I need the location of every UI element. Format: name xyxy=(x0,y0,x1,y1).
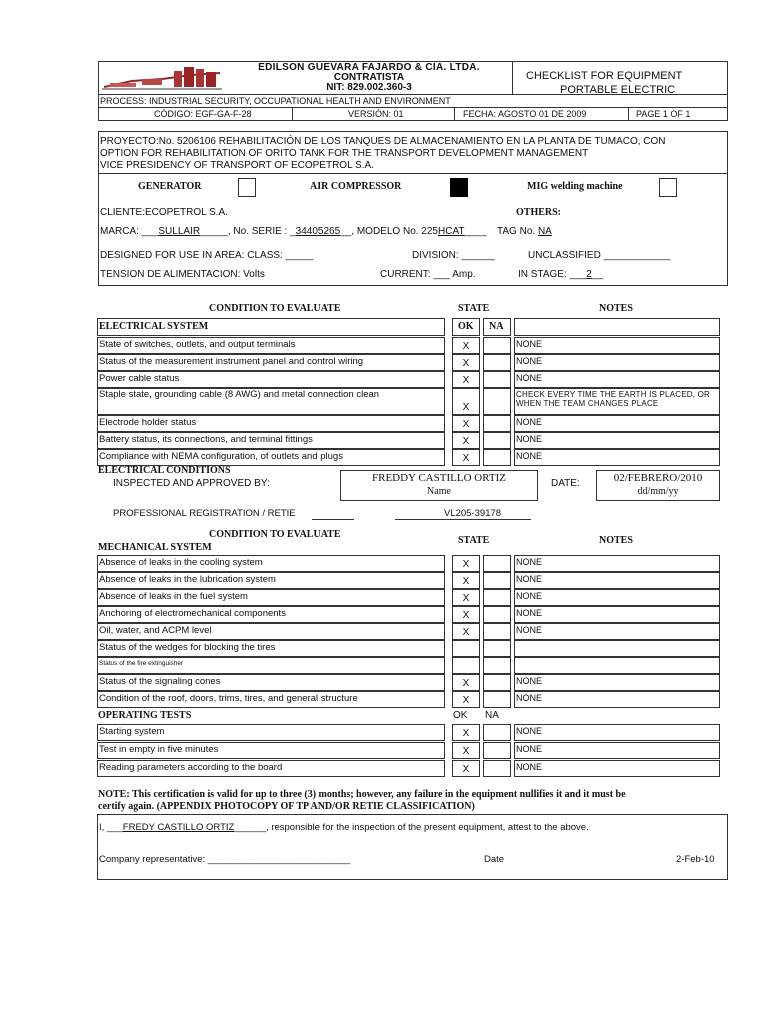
modelo-label: __, MODELO No. 225 xyxy=(340,226,438,237)
attest-prefix: I, ___ xyxy=(99,822,123,833)
mech-note: NONE xyxy=(516,591,543,601)
stage-label: IN STAGE: ___ xyxy=(518,269,587,280)
mech-ok-cell[interactable] xyxy=(452,657,480,674)
mech-note: NONE xyxy=(516,574,543,584)
mech-ok-mark: X xyxy=(462,559,470,570)
mech-row-label: Absence of leaks in the cooling system xyxy=(99,557,263,568)
footer-date-value: 2-Feb-10 xyxy=(676,854,715,865)
process-label: PROCESS: INDUSTRIAL SECURITY, OCCUPATIONAL HEALTH AND ENVIRONMENT xyxy=(100,96,451,106)
elec-na-cell[interactable] xyxy=(483,432,511,449)
cliente-label: CLIENTE:ECOPETROL S.A. xyxy=(100,207,228,218)
op-note: NONE xyxy=(516,762,543,772)
mech-section-label: MECHANICAL SYSTEM xyxy=(98,542,212,553)
mech-ok-mark: X xyxy=(462,576,470,587)
elec-ok-mark: X xyxy=(462,375,470,386)
mech-row-label: Condition of the roof, doors, trims, tires, and general structure xyxy=(99,693,358,704)
elec-na-cell[interactable] xyxy=(483,449,511,466)
elec-ok-mark: X xyxy=(462,402,470,413)
mech-row-label: Absence of leaks in the fuel system xyxy=(99,591,248,602)
marca-row xyxy=(100,226,487,238)
mech-row-label: Status of the signaling cones xyxy=(99,676,221,687)
mech-row-label: Status of the wedges for blocking the tires xyxy=(99,642,276,653)
project-line3: VICE PRESIDENCY OF TRANSPORT OF ECOPETROL S.A. xyxy=(100,160,374,171)
elec-ok-mark: X xyxy=(462,453,470,464)
elec-ok-header: OK xyxy=(458,321,474,332)
mech-ok-mark: X xyxy=(462,593,470,604)
mech-row-label: Status of the fire extinguisher xyxy=(99,660,184,667)
elec-row-label: State of switches, outlets, and output terminals xyxy=(99,339,296,350)
mech-row-label: Oil, water, and ACPM level xyxy=(99,625,212,636)
elec-notes-header-cell xyxy=(514,318,720,336)
date-label: DATE: xyxy=(551,478,580,489)
elec-condition-header: CONDITION TO EVALUATE xyxy=(209,303,341,314)
prof-reg-value: VL205-39178 xyxy=(444,508,502,519)
elec-note: NONE xyxy=(516,356,543,366)
form-title-line2: PORTABLE ELECTRIC xyxy=(560,84,676,96)
serie-value: 34405265 xyxy=(295,226,341,237)
op-row-label: Test in empty in five minutes xyxy=(99,744,219,755)
mech-na-cell[interactable] xyxy=(483,623,511,640)
prof-reg-label: PROFESSIONAL REGISTRATION / RETIE xyxy=(113,508,296,519)
generator-checkbox[interactable] xyxy=(238,178,256,197)
mech-state-header: STATE xyxy=(458,535,490,546)
mech-ok-mark: X xyxy=(462,610,470,621)
tension-label: TENSION DE ALIMENTACION: Volts xyxy=(100,269,265,280)
marca-label: MARCA: ___ xyxy=(100,226,159,237)
fecha-label: FECHA: AGOSTO 01 DE 2009 xyxy=(463,109,587,119)
modelo-tail: ____ xyxy=(464,226,487,237)
elec-row-label: Status of the measurement instrument panel and control wiring xyxy=(99,356,364,367)
date-value: 02/FEBRERO/2010 xyxy=(613,472,703,484)
unclassified-label: UNCLASSIFIED ____________ xyxy=(528,250,671,261)
tag-row xyxy=(497,226,552,238)
inspector-name-caption: Name xyxy=(427,486,451,497)
mech-ok-cell[interactable] xyxy=(452,640,480,657)
elec-note: NONE xyxy=(516,451,543,461)
mig-checkbox[interactable] xyxy=(659,178,677,197)
elec-note: NONE xyxy=(516,417,543,427)
op-row-label: Starting system xyxy=(99,726,165,737)
elec-ok-mark: X xyxy=(462,341,470,352)
mech-notes-cell xyxy=(514,657,720,674)
tag-value: NA xyxy=(537,226,552,237)
date-format: dd/mm/yy xyxy=(637,486,679,497)
tag-label: TAG No. xyxy=(497,226,536,237)
attest-suffix: ______, responsible for the inspection of the present equipment, attest to the above. xyxy=(234,822,589,833)
elec-note: NONE xyxy=(516,373,543,383)
op-note: NONE xyxy=(516,726,543,736)
stage-value: 2 xyxy=(586,269,592,280)
op-ok-mark: X xyxy=(462,764,470,775)
stage-tail: __ xyxy=(591,269,603,280)
mech-row-label: Absence of leaks in the lubrication system xyxy=(99,574,276,585)
marca-value: SULLAIR xyxy=(158,226,201,237)
elec-ok-mark: X xyxy=(462,419,470,430)
attest-row xyxy=(99,823,589,834)
generator-label: GENERATOR xyxy=(138,181,202,192)
page-label: PAGE 1 OF 1 xyxy=(636,109,691,119)
current-label: CURRENT: ___ Amp. xyxy=(380,269,476,280)
air-compressor-checkbox[interactable] xyxy=(450,178,468,197)
elec-conditions-title: ELECTRICAL CONDITIONS xyxy=(98,465,231,476)
mech-notes-cell xyxy=(514,640,720,657)
op-ok-mark: X xyxy=(462,728,470,739)
version-label: VERSIÓN: 01 xyxy=(348,109,404,119)
mech-na-cell[interactable] xyxy=(483,555,511,572)
op-ok-header: OK xyxy=(453,710,468,721)
others-label: OTHERS: xyxy=(516,207,562,218)
op-row-label: Reading parameters according to the board xyxy=(99,762,283,773)
elec-row-label: Staple state, grounding cable (8 AWG) and metal connection clean xyxy=(99,389,380,400)
mig-label: MIG welding machine xyxy=(527,181,623,192)
note-line1: NOTE: This certification is valid for up to three (3) months; however, any failure in the equipment nullifies it and it must be xyxy=(98,789,626,800)
designed-label: DESIGNED FOR USE IN AREA: CLASS: _____ xyxy=(100,250,314,261)
elec-na-cell[interactable] xyxy=(483,337,511,354)
elec-ok-mark: X xyxy=(462,436,470,447)
elec-na-header: NA xyxy=(489,321,504,332)
mech-na-cell[interactable] xyxy=(483,674,511,691)
inspector-name: FREDDY CASTILLO ORTIZ xyxy=(372,472,506,484)
mech-ok-mark: X xyxy=(462,678,470,689)
form-title-line1: CHECKLIST FOR EQUIPMENT xyxy=(526,70,683,82)
elec-state-header: STATE xyxy=(458,303,490,314)
note-line2: certify again. (APPENDIX PHOTOCOPY OF TP AND/OR RETIE CLASSIFICATION) xyxy=(98,801,475,812)
elec-na-cell[interactable] xyxy=(483,388,511,415)
elec-na-cell[interactable] xyxy=(483,371,511,388)
elec-row-label: Compliance with NEMA configuration, of outlets and plugs xyxy=(99,451,343,462)
stage-row xyxy=(518,269,603,281)
mech-ok-mark: X xyxy=(462,695,470,706)
elec-row-label: Battery status, its connections, and terminal fittings xyxy=(99,434,313,445)
air-compressor-label: AIR COMPRESSOR xyxy=(310,181,402,192)
elec-row-label: Electrode holder status xyxy=(99,417,197,428)
division-label: DIVISION: ______ xyxy=(412,250,495,261)
mech-note: NONE xyxy=(516,608,543,618)
op-note: NONE xyxy=(516,744,543,754)
elec-na-cell[interactable] xyxy=(483,354,511,371)
mech-na-cell[interactable] xyxy=(483,657,511,674)
serie-label: _____, No. SERIE : _ xyxy=(200,226,296,237)
elec-row-label: Power cable status xyxy=(99,373,180,384)
mech-na-cell[interactable] xyxy=(483,589,511,606)
elec-notes-header: NOTES xyxy=(599,303,633,314)
op-na-cell[interactable] xyxy=(483,760,511,777)
company-logo xyxy=(102,63,222,93)
mech-na-cell[interactable] xyxy=(483,572,511,589)
op-section-label: OPERATING TESTS xyxy=(98,710,192,721)
mech-na-cell[interactable] xyxy=(483,691,511,708)
inspected-label: INSPECTED AND APPROVED BY: xyxy=(113,478,270,489)
elec-ok-mark: X xyxy=(462,358,470,369)
op-na-cell[interactable] xyxy=(483,742,511,759)
mech-ok-mark: X xyxy=(462,627,470,638)
attest-name: FREDY CASTILLO ORTIZ xyxy=(122,822,235,833)
op-na-cell[interactable] xyxy=(483,724,511,741)
project-line2: OPTION FOR REHABILITATION OF ORITO TANK FOR THE TRANSPORT DEVELOPMENT MANAGEMENT xyxy=(100,148,589,159)
elec-section-label: ELECTRICAL SYSTEM xyxy=(99,321,209,332)
op-ok-mark: X xyxy=(462,746,470,757)
mech-note: NONE xyxy=(516,693,543,703)
mech-note: NONE xyxy=(516,625,543,635)
mech-row-label: Anchoring of electromechanical components xyxy=(99,608,286,619)
footer-date-label: Date xyxy=(484,854,505,865)
company-name: EDILSON GUEVARA FAJARDO & CIA. LTDA. xyxy=(258,62,480,73)
modelo-value: HCAT xyxy=(438,226,465,237)
elec-na-cell[interactable] xyxy=(483,415,511,432)
project-line1: PROYECTO:No. 5206106 REHABILITACIÓN DE LOS TANQUES DE ALMACENAMIENTO EN LA PLANTA DE TUMACO, CON xyxy=(100,136,666,147)
mech-condition-header: CONDITION TO EVALUATE xyxy=(209,529,341,540)
elec-note: CHECK EVERY TIME THE EARTH IS PLACED, OR WHEN THE TEAM CHANGES PLACE xyxy=(516,390,710,409)
company-nit: NIT: 829.002.360-3 xyxy=(326,82,412,93)
mech-na-cell[interactable] xyxy=(483,606,511,623)
mech-note: NONE xyxy=(516,557,543,567)
company-subtitle: CONTRATISTA xyxy=(333,72,405,83)
mech-na-cell[interactable] xyxy=(483,640,511,657)
mech-notes-header: NOTES xyxy=(599,535,633,546)
company-rep-label: Company representative: ___________________________ xyxy=(99,854,351,865)
elec-note: NONE xyxy=(516,339,543,349)
op-na-header: NA xyxy=(485,710,499,721)
mech-note: NONE xyxy=(516,676,543,686)
codigo-label: CÓDIGO: EGF-GA-F-28 xyxy=(154,109,252,119)
elec-note: NONE xyxy=(516,434,543,444)
